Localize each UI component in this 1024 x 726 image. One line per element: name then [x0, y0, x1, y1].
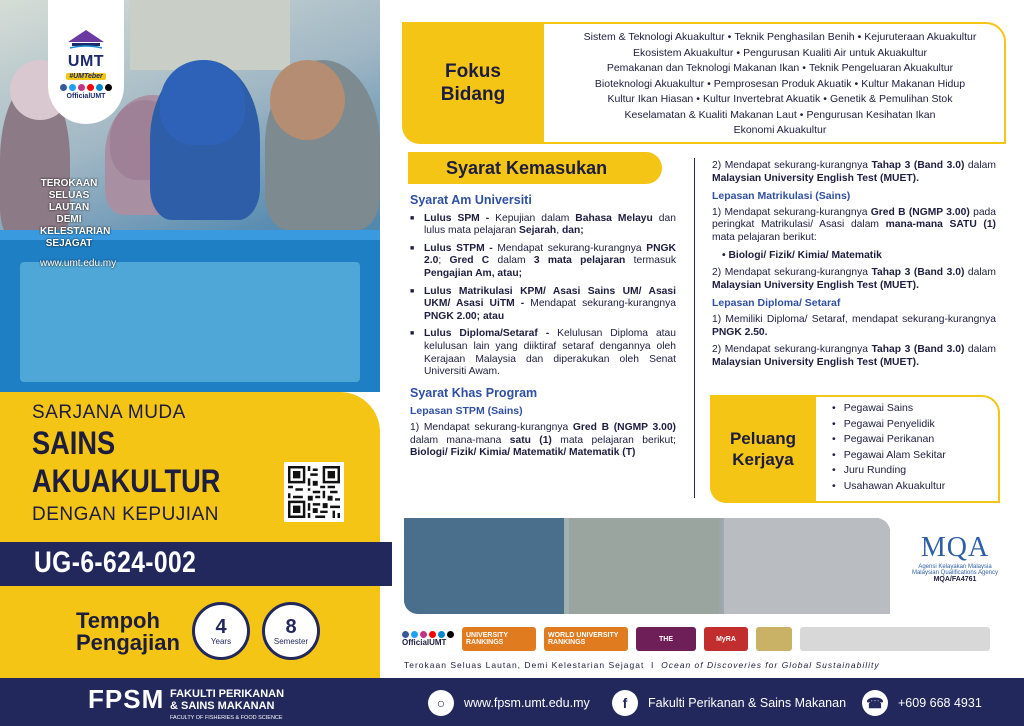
facebook-icon[interactable] [402, 631, 409, 638]
requirements-right-column [712, 160, 996, 374]
requirement-matriculation: ■ Lulus Matrikulasi KPM/ Asasi Sains UM/ Asasi UKM/ Asasi UiTM - Mendapat sekurang-kurangnya PNGK 2.00; atau [410, 286, 676, 324]
duration-years-unit: Years [210, 636, 232, 646]
mqa-code: MQA/FA4761 [933, 576, 977, 583]
photo-person-3-head [160, 60, 245, 145]
diploma-muet-requirement: 2) Mendapat sekurang-kurangnya Tahap 3 (Band 3.0) dalam Malaysian University English Test (MUET). [712, 344, 996, 368]
focus-item: Ekonomi Akuakultur [733, 124, 827, 136]
instagram-icon[interactable] [420, 631, 427, 638]
matriculation-heading: Lepasan Matrikulasi (Sains) [712, 190, 851, 203]
duration-label-line: Pengajian [76, 630, 180, 655]
focus-item: Kultur Ikan Hiasan [607, 93, 694, 105]
certification-badges-icon [800, 627, 990, 651]
faculty-name-line: & SAINS MAKANAN [170, 700, 275, 712]
duration-years: 4 [215, 615, 227, 638]
duration-semester: 8 [285, 615, 297, 638]
motto-line: DEMI [56, 214, 82, 225]
focus-item: Teknik Penghasilan Benih [734, 31, 855, 43]
myra-badge: MyRA [704, 627, 748, 651]
umt-crest-icon [66, 28, 106, 50]
photo-person-4-head [270, 60, 345, 140]
motto-line: SELUAS [48, 190, 90, 201]
duration-semester-unit: Semester [273, 636, 309, 646]
degree-title-line1: SAINS [32, 425, 116, 461]
motto-line: TEROKAAN [40, 178, 98, 189]
award-badge-icon [756, 627, 792, 651]
focus-item: Kultur Invertebrat Akuatik [702, 93, 821, 105]
matriculation-muet-requirement: 2) Mendapat sekurang-kurangnya Tahap 3 (Band 3.0) dalam Malaysian University English Test (MUET). [712, 267, 996, 291]
footer-website: www.fpsm.umt.edu.my [464, 696, 590, 710]
focus-item: Bioteknologi Akuakultur [594, 77, 705, 90]
focus-item: Kultur Makanan Hidup [861, 77, 966, 90]
career-item: • Pegawai Perikanan [832, 432, 946, 448]
qs-world-rankings-badge: WORLD UNIVERSITY RANKINGS [544, 627, 628, 651]
programme-code: UG-6-624-002 [34, 546, 197, 579]
matriculation-requirement: 1) Mendapat sekurang-kurangnya Gred B (NGMP 3.00) pada peringkat Matrikulasi/ Asasi dalam mana-mana SATU (1) mata pelajaran berikut: [712, 206, 996, 243]
focus-label-line: Bidang [440, 84, 506, 105]
focus-item: Teknik Pengeluaran Akuakultur [808, 62, 954, 74]
umt-logo-text: UMT [67, 53, 105, 70]
degree-level: SARJANA MUDA [32, 402, 186, 423]
duration-label-line: Tempoh [76, 608, 160, 633]
requirement-stpm: ■ Lulus STPM - Mendapat sekurang-kurangnya PNGK 2.0; Gred C dalam 3 mata pelajaran termasuk Pengajian Am, atau; [410, 243, 676, 281]
career-list [832, 401, 946, 494]
mqa-logo: MQA [920, 532, 990, 563]
focus-area-label [402, 22, 544, 144]
faculty-name [170, 688, 284, 724]
stpm-heading: Lepasan STPM (Sains) [410, 405, 523, 418]
career-item: • Pegawai Sains [832, 401, 946, 417]
social-icons [60, 84, 112, 91]
motto-line: SEJAGAT [45, 238, 93, 249]
social-icon-row [402, 631, 454, 638]
study-duration-label [76, 610, 180, 654]
tiktok-icon[interactable] [447, 631, 454, 638]
degree-honours: DENGAN KEPUJIAN [32, 504, 219, 525]
focus-area-list: Sistem & Teknologi Akuakultur • Teknik Penghasilan Benih • Kejuruteraan Akuakultur Ekosistem Akuakultur • Pengurusan Kualiti Air untuk Akuakultur Pemakanan dan Teknologi Makanan Ikan • Teknik Pengeluaran Akuakultur Bioteknologi Akuakultur • Pemprosesan Produk Akuatik • Kultur Makanan Hidup Kultur Ikan Hiasan • Kultur Invertebrat Akuatik • Genetik & Pemulihan Stok Keselamatan & Kualiti Makanan Laut • Pengurusan Kesihatan Ikan Ekonomi Akuakultur [583, 31, 977, 136]
career-item: • Usahawan Akuakultur [832, 479, 946, 495]
photo-tank-water [20, 262, 360, 382]
umt-website[interactable]: www.umt.edu.my [40, 258, 117, 269]
mqa-name: Agensi Kelayakan Malaysia [918, 564, 992, 570]
twitter-icon [69, 84, 76, 91]
focus-item: Pemprosesan Produk Akuatik [713, 77, 852, 90]
faculty-name-en: FACULTY OF FISHERIES & FOOD SCIENCE [170, 715, 283, 721]
requirements-left-column [410, 194, 676, 465]
diploma-heading: Lepasan Diploma/ Setaraf [712, 297, 841, 310]
footer-phone: +609 668 4931 [898, 696, 982, 710]
youtube-icon[interactable] [429, 631, 436, 638]
career-item: • Pegawai Penyelidik [832, 417, 946, 433]
lab-photo-2 [569, 518, 719, 614]
twitter-icon[interactable] [411, 631, 418, 638]
youtube-icon [87, 84, 94, 91]
faculty-name-line: FAKULTI PERIKANAN [170, 688, 285, 700]
tagline-separator: I [651, 660, 655, 670]
footer-phone-link[interactable] [862, 690, 982, 716]
career-item: • Juru Runding [832, 463, 946, 479]
stpm-requirement: 1) Mendapat sekurang-kurangnya Gred B (NGMP 3.00) dalam mana-mana satu (1) mata pelajaran berikut; Biologi/ Fizik/ Kimia/ Matematik/ Matematik (T) [410, 421, 677, 459]
focus-item: Genetik & Pemulihan Stok [829, 93, 953, 105]
faculty-abbr: FPSM [88, 684, 165, 714]
general-requirements-heading: Syarat Am Universiti [410, 193, 532, 207]
phone-icon: ☎ [862, 690, 888, 716]
focus-label-line: Fokus [445, 61, 501, 82]
tiktok-icon [105, 84, 112, 91]
career-label-line: Peluang [729, 429, 797, 448]
requirement-spm: ■ Lulus SPM - Kepujian dalam Bahasa Melayu dan lulus mata pelajaran Sejarah, dan; [410, 213, 676, 238]
motto-line: KELESTARIAN [40, 226, 111, 237]
special-requirements-heading: Syarat Khas Program [410, 385, 538, 400]
facebook-icon [60, 84, 67, 91]
umt-socials [402, 631, 454, 647]
umt-motto [40, 178, 111, 250]
globe-icon: ○ [428, 690, 454, 716]
tagline-english: Ocean of Discoveries for Global Sustainability [661, 660, 880, 670]
mqa-name-en: Malaysian Qualifications Agency [911, 570, 999, 576]
career-item: • Pegawai Alam Sekitar [832, 448, 946, 464]
rankings-handle: OfficialUMT [402, 638, 447, 647]
lab-photo-1 [404, 518, 564, 614]
focus-item: Pemakanan dan Teknologi Makanan Ikan [606, 62, 800, 74]
footer-facebook: Fakulti Perikanan & Sains Makanan [648, 696, 847, 710]
focus-item: Pengurusan Kualiti Air untuk Akuakultur [743, 46, 927, 59]
entry-requirements-title: Syarat Kemasukan [408, 152, 662, 184]
focus-item: Keselamatan & Kualiti Makanan Laut [624, 108, 797, 121]
telegram-icon [96, 84, 103, 91]
footer-website-link[interactable] [428, 690, 590, 716]
stpm-muet-requirement: 2) Mendapat sekurang-kurangnya Tahap 3 (Band 3.0) dalam Malaysian University English Test (MUET). [712, 160, 996, 184]
lab-photo-strip [404, 518, 890, 614]
focus-item: Sistem & Teknologi Akuakultur [583, 31, 725, 43]
umt-logo-badge [48, 0, 124, 124]
career-label [710, 395, 816, 503]
telegram-icon[interactable] [438, 631, 445, 638]
umt-handle: OfficialUMT [66, 93, 106, 100]
qr-code[interactable] [284, 462, 344, 522]
university-tagline [404, 660, 1004, 670]
qs-rankings-badge: UNIVERSITY RANKINGS [462, 627, 536, 651]
facebook-icon: f [612, 690, 638, 716]
general-requirements-list [410, 213, 676, 379]
duration-years-badge [192, 602, 250, 660]
rankings-row [402, 624, 1002, 654]
tagline-malay: Terokaan Seluas Lautan, Demi Kelestarian Sejagat [404, 660, 645, 670]
diploma-requirement: 1) Memiliki Diploma/ Setaraf, mendapat sekurang-kurangnya PNGK 2.50. [712, 313, 996, 338]
the-rankings-badge: THE [636, 627, 696, 651]
focus-item: Ekosistem Akuakultur [633, 46, 734, 59]
duration-semester-badge [262, 602, 320, 660]
motto-line: LAUTAN [48, 202, 90, 213]
mqa-logo-block [900, 532, 1010, 583]
degree-title-line2: AKUAKULTUR [32, 463, 221, 499]
umt-hashtag: #UMTeber [66, 73, 106, 80]
footer-facebook-link[interactable] [612, 690, 846, 716]
lab-photo-3 [724, 518, 890, 614]
instagram-icon [78, 84, 85, 91]
focus-item: Pengurusan Kesihatan Ikan [806, 108, 936, 121]
requirement-diploma: ■ Lulus Diploma/Setaraf - Kelulusan Diploma atau kelulusan lain yang diiktiraf setaraf dengannya oleh Kerajaan Malaysia dan diperakukan oleh Senat Universiti Awam. [410, 328, 676, 378]
focus-item: Kejuruteraan Akuakultur [864, 31, 977, 43]
career-label-line: Kerjaya [732, 450, 794, 469]
matriculation-subjects: • Biologi/ Fizik/ Kimia/ Matematik [722, 249, 882, 261]
column-divider [694, 158, 695, 498]
qr-code-icon [288, 466, 340, 518]
